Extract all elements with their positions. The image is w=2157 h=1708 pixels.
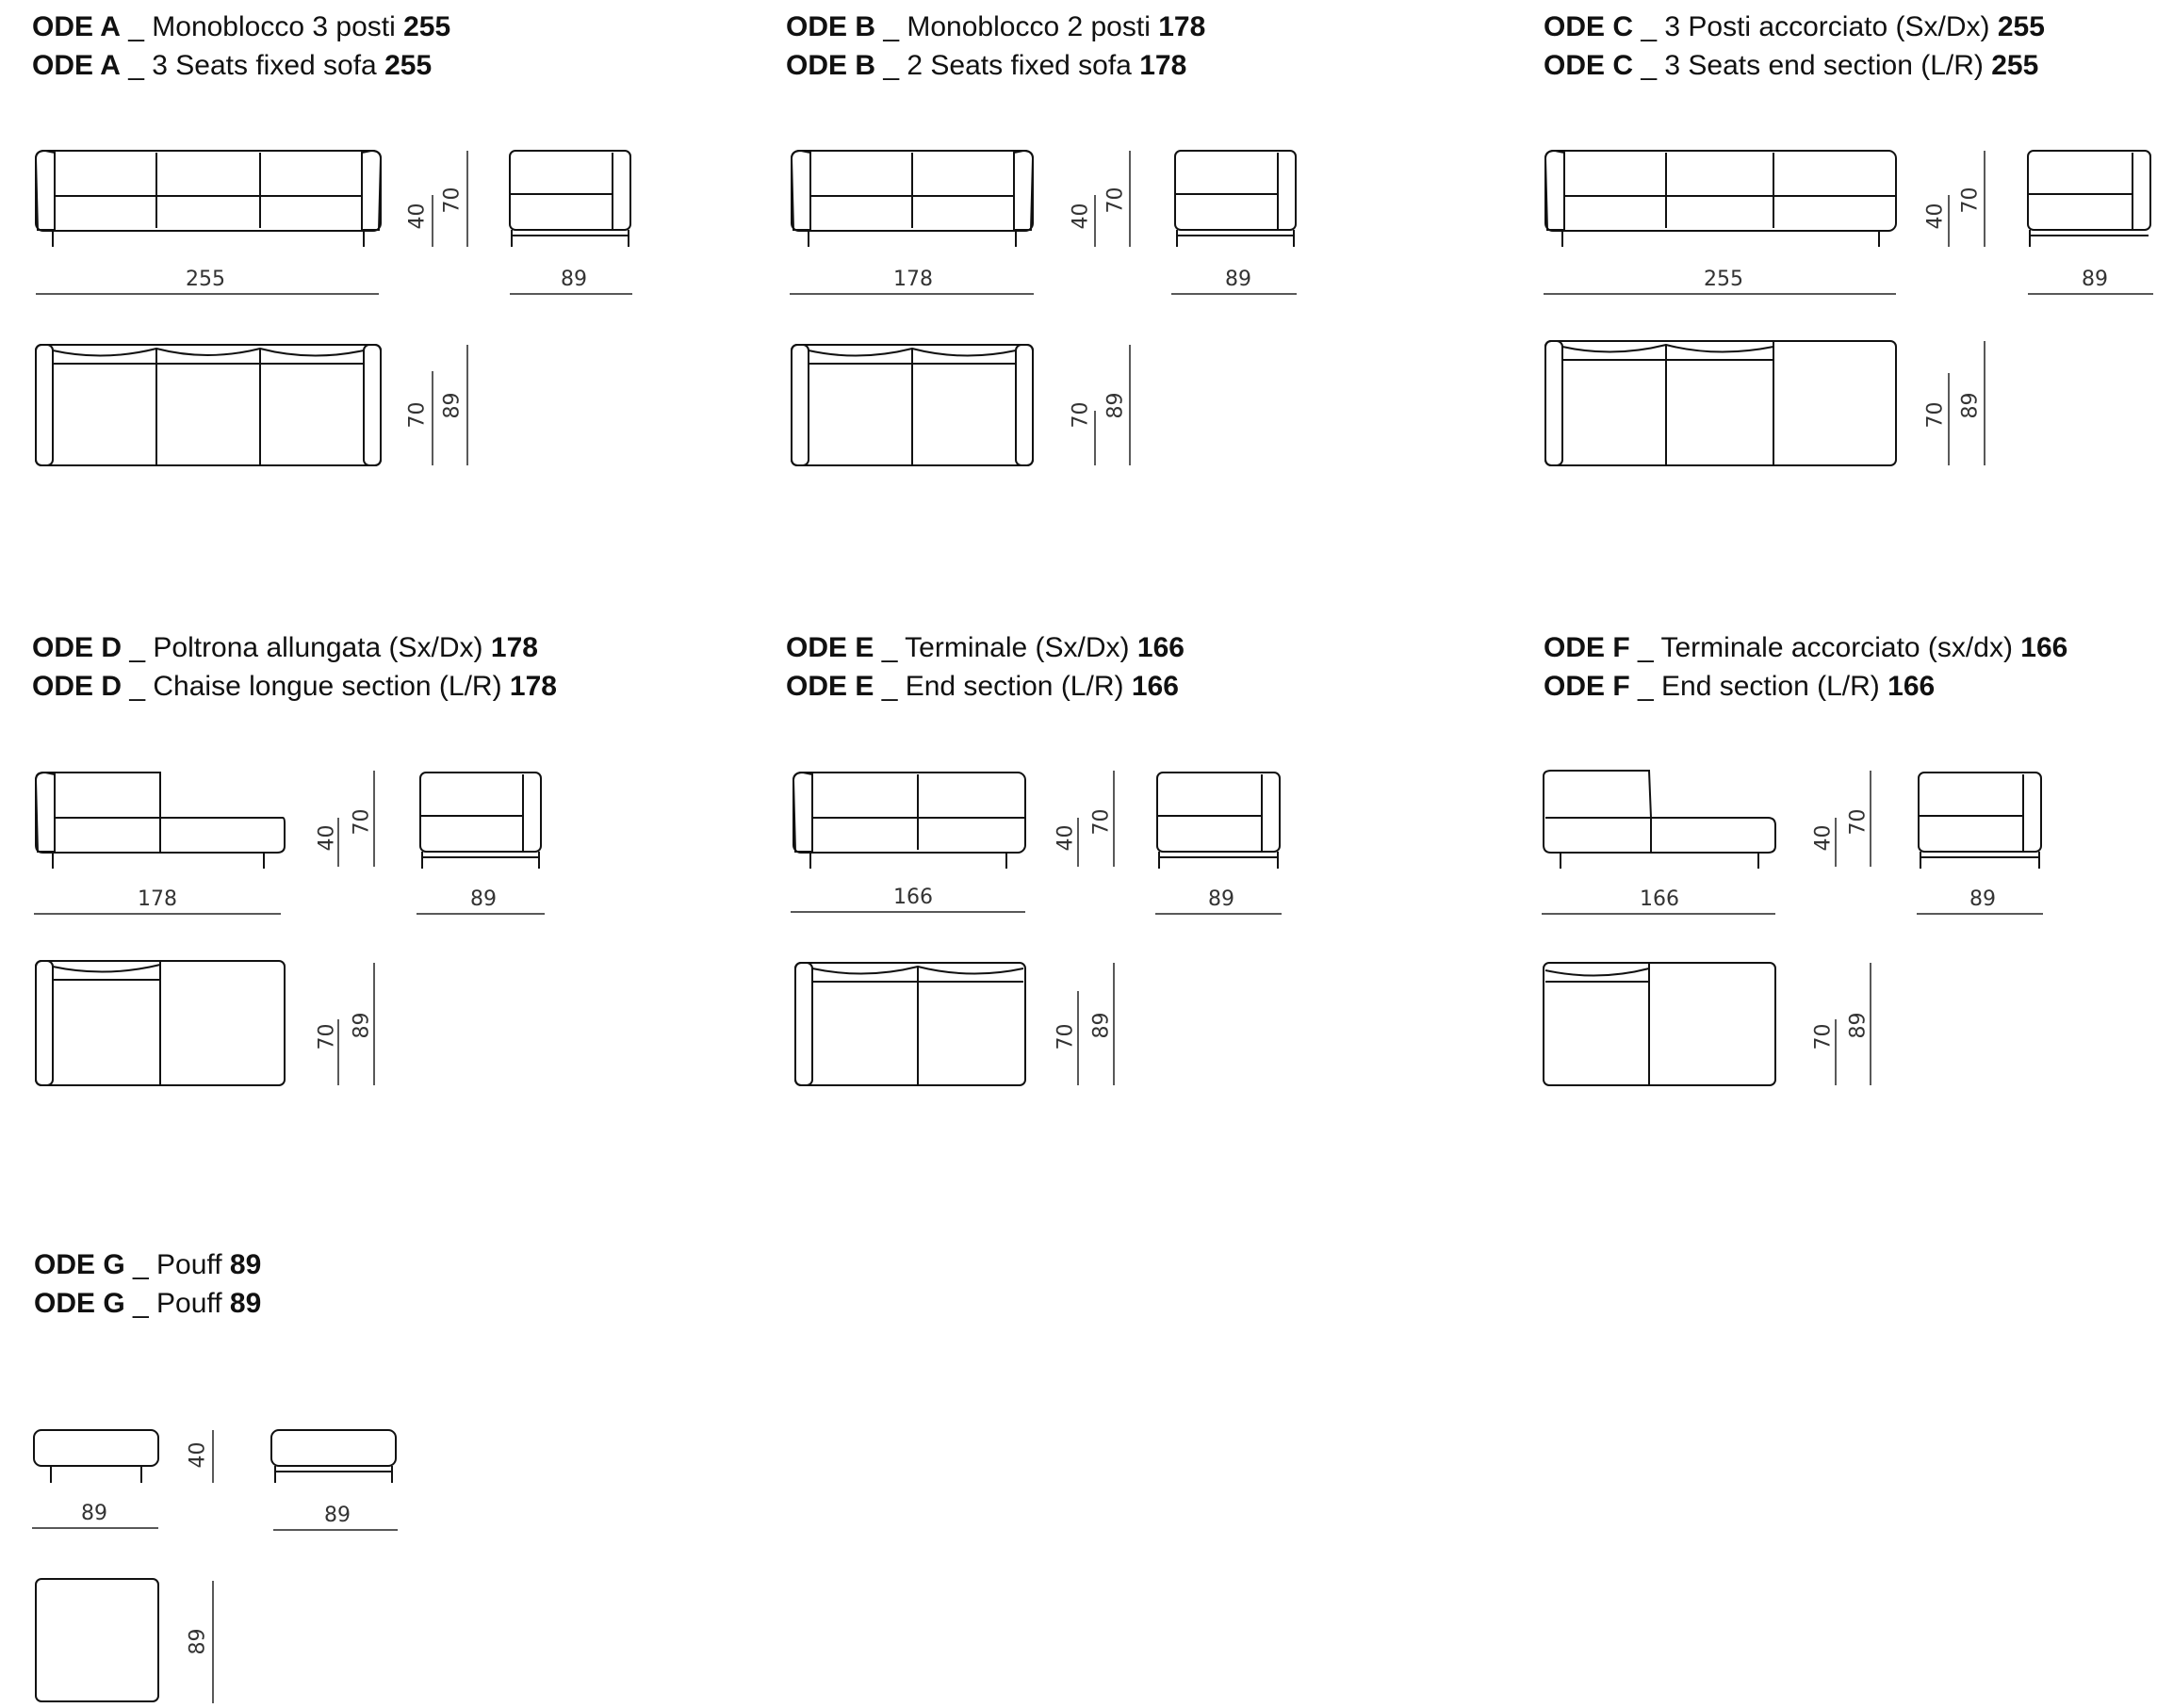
dim-side-depth-g: 89 (324, 1504, 351, 1527)
dim-depth-d: 89 (350, 1012, 374, 1039)
dim-width-d: 178 (138, 887, 177, 911)
title-it: ODE E _ Terminale (Sx/Dx) 166 (786, 632, 1185, 663)
ode-b-top-view (792, 345, 1033, 465)
title-it: ODE D _ Poltrona allungata (Sx/Dx) 178 (32, 632, 538, 663)
title-it: ODE F _ Terminale accorciato (sx/dx) 166 (1544, 632, 2068, 663)
dim-seat-height-a: 40 (405, 203, 430, 230)
ode-a-front-view (36, 151, 381, 247)
title-en: ODE B _ 2 Seats fixed sofa 178 (786, 50, 1187, 81)
ode-d-front-view (36, 773, 285, 869)
ode-e-side-view (1157, 773, 1280, 869)
ode-a-side-view (510, 151, 630, 247)
ode-c-dimension-lines (1544, 151, 2153, 465)
dim-seat-height-c: 40 (1923, 203, 1948, 230)
dim-back-height-a: 70 (440, 187, 465, 214)
dim-back-height-c: 70 (1958, 187, 1983, 214)
dim-inner-depth-e: 70 (1054, 1023, 1078, 1050)
dim-seat-height-f: 40 (1811, 824, 1836, 852)
dim-depth-b: 89 (1103, 392, 1128, 419)
dim-side-depth-c: 89 (2082, 268, 2108, 291)
dim-depth-g: 89 (186, 1628, 210, 1655)
title-en: ODE F _ End section (L/R) 166 (1544, 671, 1936, 702)
dim-side-depth-f: 89 (1969, 887, 1996, 911)
ode-b-side-view (1175, 151, 1296, 247)
ode-f-top-view (1544, 963, 1775, 1085)
dim-side-depth-b: 89 (1225, 268, 1251, 291)
dim-depth-e: 89 (1089, 1012, 1114, 1039)
ode-c-top-view (1545, 341, 1896, 465)
ode-b-front-view (792, 151, 1033, 247)
title-en: ODE G _ Pouff 89 (34, 1288, 262, 1319)
dim-back-height-f: 70 (1846, 808, 1871, 836)
dim-width-e: 166 (893, 886, 933, 909)
dim-inner-depth-c: 70 (1923, 401, 1948, 429)
ode-g-top-view (36, 1579, 158, 1701)
title-it: ODE A _ Monoblocco 3 posti 255 (32, 11, 451, 42)
dim-side-depth-e: 89 (1208, 887, 1234, 911)
dim-width-g: 89 (81, 1502, 107, 1525)
ode-d-top-view (36, 961, 285, 1085)
dim-inner-depth-b: 70 (1069, 401, 1093, 429)
title-en: ODE E _ End section (L/R) 166 (786, 671, 1179, 702)
dim-seat-height-d: 40 (315, 824, 339, 852)
dim-side-depth-d: 89 (470, 887, 497, 911)
dim-seat-height-e: 40 (1054, 824, 1078, 852)
dim-width-f: 166 (1640, 887, 1679, 911)
ode-d-side-view (420, 773, 541, 869)
ode-g-front-view (34, 1430, 158, 1483)
dim-back-height-d: 70 (350, 808, 374, 836)
ode-c-side-view (2028, 151, 2150, 247)
dim-seat-height-b: 40 (1069, 203, 1093, 230)
dim-inner-depth-d: 70 (315, 1023, 339, 1050)
dim-inner-depth-a: 70 (405, 401, 430, 429)
title-en: ODE A _ 3 Seats fixed sofa 255 (32, 50, 433, 81)
dim-seat-height-g: 40 (186, 1441, 210, 1469)
dim-back-height-b: 70 (1103, 187, 1128, 214)
ode-a-dimension-lines (36, 151, 632, 465)
ode-f-side-view (1919, 773, 2041, 869)
ode-a-top-view (36, 345, 381, 465)
dim-depth-a: 89 (440, 392, 465, 419)
title-it: ODE C _ 3 Posti accorciato (Sx/Dx) 255 (1544, 11, 2045, 42)
ode-b-dimension-lines (790, 151, 1297, 465)
title-en: ODE D _ Chaise longue section (L/R) 178 (32, 671, 557, 702)
ode-g-side-view (271, 1430, 396, 1483)
ode-c-front-view (1545, 151, 1896, 247)
dim-back-height-e: 70 (1089, 808, 1114, 836)
dim-width-b: 178 (893, 268, 933, 291)
title-en: ODE C _ 3 Seats end section (L/R) 255 (1544, 50, 2039, 81)
ode-e-front-view (793, 773, 1025, 869)
dim-depth-f: 89 (1846, 1012, 1871, 1039)
dim-depth-c: 89 (1958, 392, 1983, 419)
dim-side-depth-a: 89 (561, 268, 587, 291)
dim-width-c: 255 (1704, 268, 1743, 291)
ode-e-top-view (795, 963, 1025, 1085)
title-it: ODE B _ Monoblocco 2 posti 178 (786, 11, 1206, 42)
ode-f-front-view (1544, 771, 1775, 869)
dim-inner-depth-f: 70 (1811, 1023, 1836, 1050)
title-it: ODE G _ Pouff 89 (34, 1249, 262, 1280)
dim-width-a: 255 (186, 268, 225, 291)
